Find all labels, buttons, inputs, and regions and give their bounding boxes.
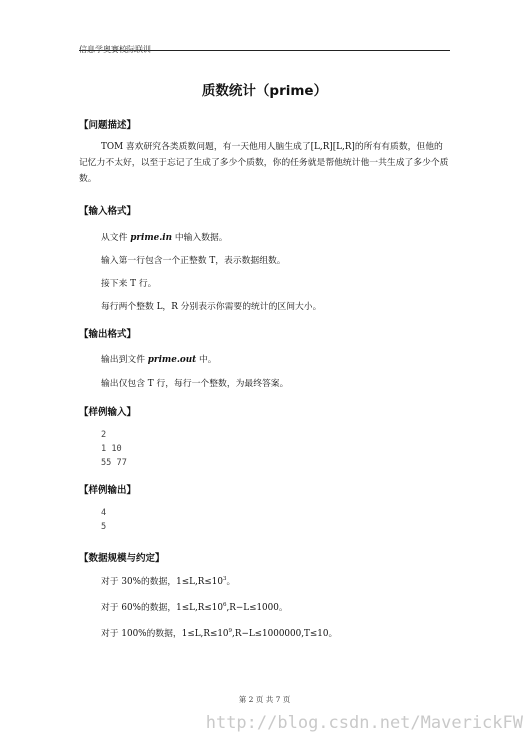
constraint-1-post: 。 <box>226 577 236 587</box>
constraint-2-post: ,R−L≤1000。 <box>226 603 288 613</box>
output-heading: 【输出格式】 <box>79 329 137 340</box>
page-header <box>79 37 450 54</box>
header-text: 信息学奥赛校际联训 <box>79 45 151 54</box>
sample-input-heading: 【样例输入】 <box>79 407 137 418</box>
constraint-3-post: ,R−L≤1000000,T≤10。 <box>232 629 338 639</box>
input-line-1-pre: 从文件 <box>101 233 131 243</box>
page-footer: 第 2 页 共 7 页 <box>238 695 291 704</box>
input-line-2: 输入第一行包含一个正整数 T，表示数据组数。 <box>101 256 286 266</box>
input-heading: 【输入格式】 <box>79 206 137 217</box>
input-line-3: 接下来 T 行。 <box>101 279 157 289</box>
sample-input-line: 2 <box>101 430 107 440</box>
sample-input-block <box>101 428 127 470</box>
sample-input-line: 55 77 <box>101 458 127 468</box>
sample-input-line: 1 10 <box>101 444 122 454</box>
sample-output-heading: 【样例输出】 <box>79 485 137 496</box>
input-filename: prime.in <box>130 233 173 243</box>
watermark: http://blog.csdn.net/MaverickFW <box>205 713 523 733</box>
constraint-2 <box>101 600 288 613</box>
output-line-1-pre: 输出到文件 <box>101 355 148 365</box>
problem-heading: 【问题描述】 <box>79 120 137 131</box>
output-filename: prime.out <box>147 355 197 365</box>
constraints-heading: 【数据规模与约定】 <box>79 553 165 564</box>
output-line-1-post: 中。 <box>196 355 217 365</box>
constraint-3 <box>101 626 337 639</box>
constraint-2-pre: 对于 60%的数据，1≤L,R≤10 <box>101 603 223 613</box>
input-line-1 <box>101 230 228 243</box>
constraint-1 <box>101 574 235 587</box>
sample-output-block <box>101 506 106 534</box>
input-line-1-post: 中输入数据。 <box>172 233 228 243</box>
constraint-3-exp: 9 <box>228 628 233 635</box>
output-line-2: 输出仅包含 T 行，每行一个整数，为最终答案。 <box>101 379 289 389</box>
page-title: 质数统计（prime） <box>201 83 328 99</box>
constraint-1-pre: 对于 30%的数据，1≤L,R≤10 <box>101 577 223 587</box>
sample-output-line: 5 <box>101 522 107 532</box>
problem-description: TOM 喜欢研究各类质数问题，有一天他用人脑生成了[L,R][L,R]的所有有质数，但他的记忆力不太好，以至于忘记了生成了多少个质数，你的任务就是帮他统计他一共生成了多少个质数。 <box>79 142 449 184</box>
constraint-2-exp: 6 <box>222 602 227 609</box>
constraint-3-pre: 对于 100%的数据，1≤L,R≤10 <box>101 629 229 639</box>
output-line-1 <box>101 352 217 365</box>
input-line-4: 每行两个整数 L，R 分别表示你需要的统计的区间大小。 <box>101 302 322 312</box>
sample-output-line: 4 <box>101 508 107 518</box>
constraint-1-exp: 3 <box>222 576 227 583</box>
